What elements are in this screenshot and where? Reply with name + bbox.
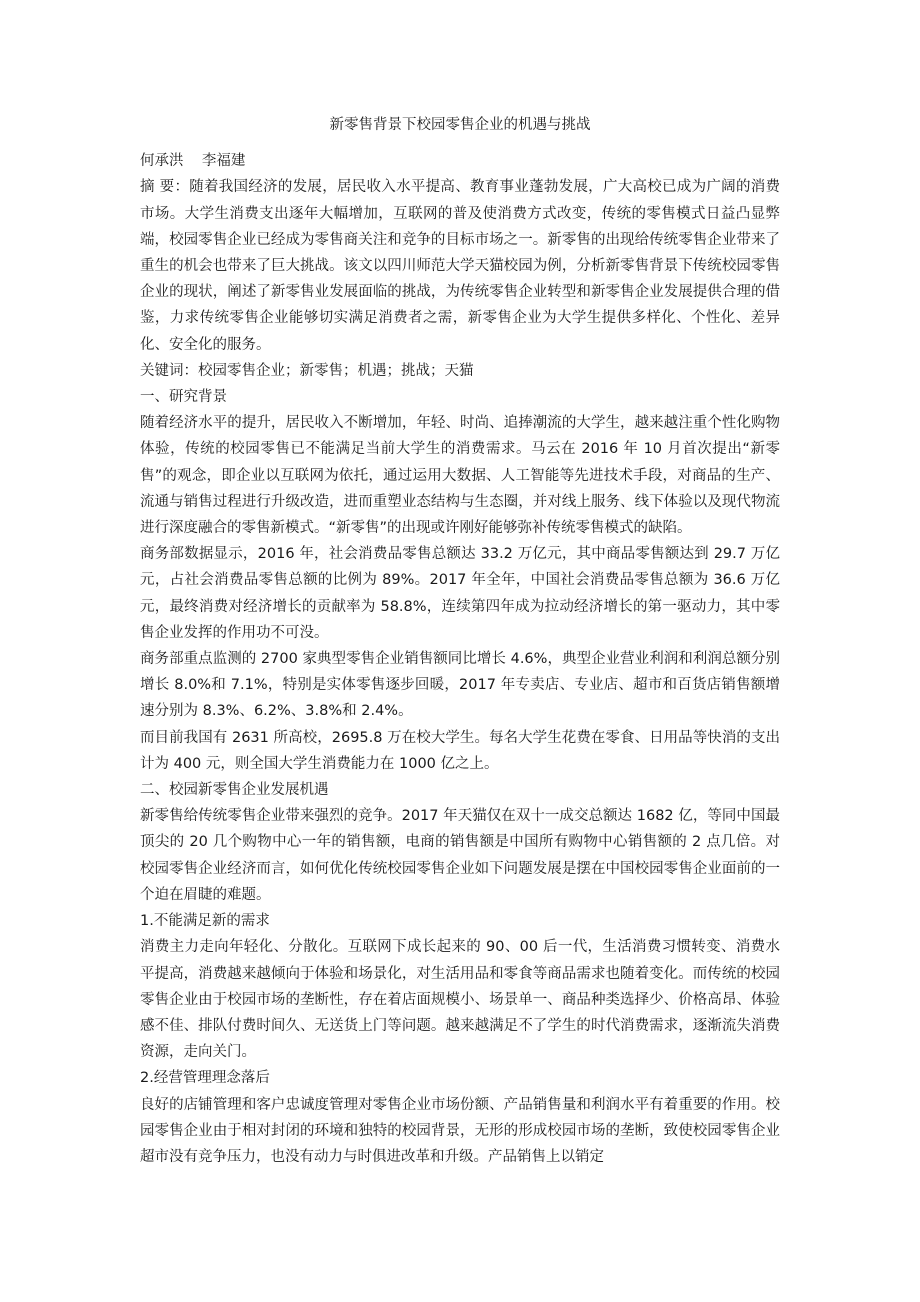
paragraph: 随着经济水平的提升，居民收入不断增加，年轻、时尚、追捧潮流的大学生，越来越注重个性化购物体验，传统的校园零售已不能满足当前大学生的消费需求。马云在 2016 年 10 月首次提出“新零售”的观念，即企业以互联网为依托，通过运用大数据、人工智能等先进技术手段，对商品的生产、流通与销售过程进行升级改造，进而重塑业态结构与生态圈，并对线上服务、线下体验以及现代物流进行深度融合的零售新模式。“新零售”的出现或许刚好能够弥补传统零售模式的缺陷。 xyxy=(140,415,780,537)
subsection-heading-2: 2.经营管理理念落后 xyxy=(140,1070,270,1087)
document-title: 新零售背景下校园零售企业的机遇与挑战 xyxy=(329,117,591,133)
paragraph: 良好的店铺管理和客户忠诚度管理对零售企业市场份额、产品销售量和利润水平有着重要的作用。校园零售企业由于相对封闭的环境和独特的校园背景，无形的形成校园市场的垄断，致使校园零售企业超市没有竞争压力，也没有动力与时俱进改革和升级。产品销售上以销定 xyxy=(140,1096,780,1165)
paragraph: 商务部重点监测的 2700 家典型零售企业销售额同比增长 4.6%，典型企业营业利润和利润总额分别增长 8.0%和 7.1%，特别是实体零售逐步回暖，2017 年专卖店、专业店、超市和百货店销售额增速分别为 8.3%、6.2%、3.8%和 2.4%。 xyxy=(140,651,780,720)
section-heading-2: 二、校园新零售企业发展机遇 xyxy=(140,782,329,799)
paragraph: 新零售给传统零售企业带来强烈的竞争。2017 年天猫仅在双十一成交总额达 1682 亿，等同中国最顶尖的 20 几个购物中心一年的销售额，电商的销售额是中国所有购物中心销售额的 2 点几倍。对校园零售企业经济而言，如何优化传统校园零售企业如下问题发展是摆在中国校园零售企业面前的一个迫在眉睫的难题。 xyxy=(140,808,780,903)
authors: 何承洪 李福建 xyxy=(140,153,246,170)
section-heading-1: 一、研究背景 xyxy=(140,389,227,406)
document-body xyxy=(140,112,780,1170)
keywords: 关键词：校园零售企业；新零售；机遇；挑战；天猫 xyxy=(140,362,474,379)
paragraph: 而目前我国有 2631 所高校，2695.8 万在校大学生。每名大学生花费在零食、日用品等快消的支出计为 400 元，则全国大学生消费能力在 1000 亿之上。 xyxy=(140,729,780,772)
paragraph: 商务部数据显示，2016 年，社会消费品零售总额达 33.2 万亿元，其中商品零售额达到 29.7 万亿元，占社会消费品零售总额的比例为 89%。2017 年全年，中国社会消费品零售总额为 36.6 万亿元，最终消费对经济增长的贡献率为 58.8%，连续第四年成为拉动经济增长的第一驱动力，其中零售企业发挥的作用功不可没。 xyxy=(140,546,780,641)
abstract: 摘 要：随着我国经济的发展，居民收入水平提高、教育事业蓬勃发展，广大高校已成为广阔的消费市场。大学生消费支出逐年大幅增加，互联网的普及使消费方式改变，传统的零售模式日益凸显弊端，校园零售企业已经成为零售商关注和竞争的目标市场之一。新零售的出现给传统零售企业带来了重生的机会也带来了巨大挑战。该文以四川师范大学天猫校园为例，分析新零售背景下传统校园零售企业的现状，阐述了新零售业发展面临的挑战，为传统零售企业转型和新零售企业发展提供合理的借鉴，力求传统零售企业能够切实满足消费者之需，新零售企业为大学生提供多样化、个性化、差异化、安全化的服务。 xyxy=(140,179,780,353)
paragraph: 消费主力走向年轻化、分散化。互联网下成长起来的 90、00 后一代，生活消费习惯转变、消费水平提高，消费越来越倾向于体验和场景化，对生活用品和零食等商品需求也随着变化。而传统的校园零售企业由于校园市场的垄断性，存在着店面规模小、场景单一、商品种类选择少、价格高昂、体验感不佳、排队付费时间久、无送货上门等问题。越来越满足不了学生的时代消费需求，逐渐流失消费资源，走向关门。 xyxy=(140,939,780,1061)
subsection-heading-1: 1.不能满足新的需求 xyxy=(140,913,270,930)
